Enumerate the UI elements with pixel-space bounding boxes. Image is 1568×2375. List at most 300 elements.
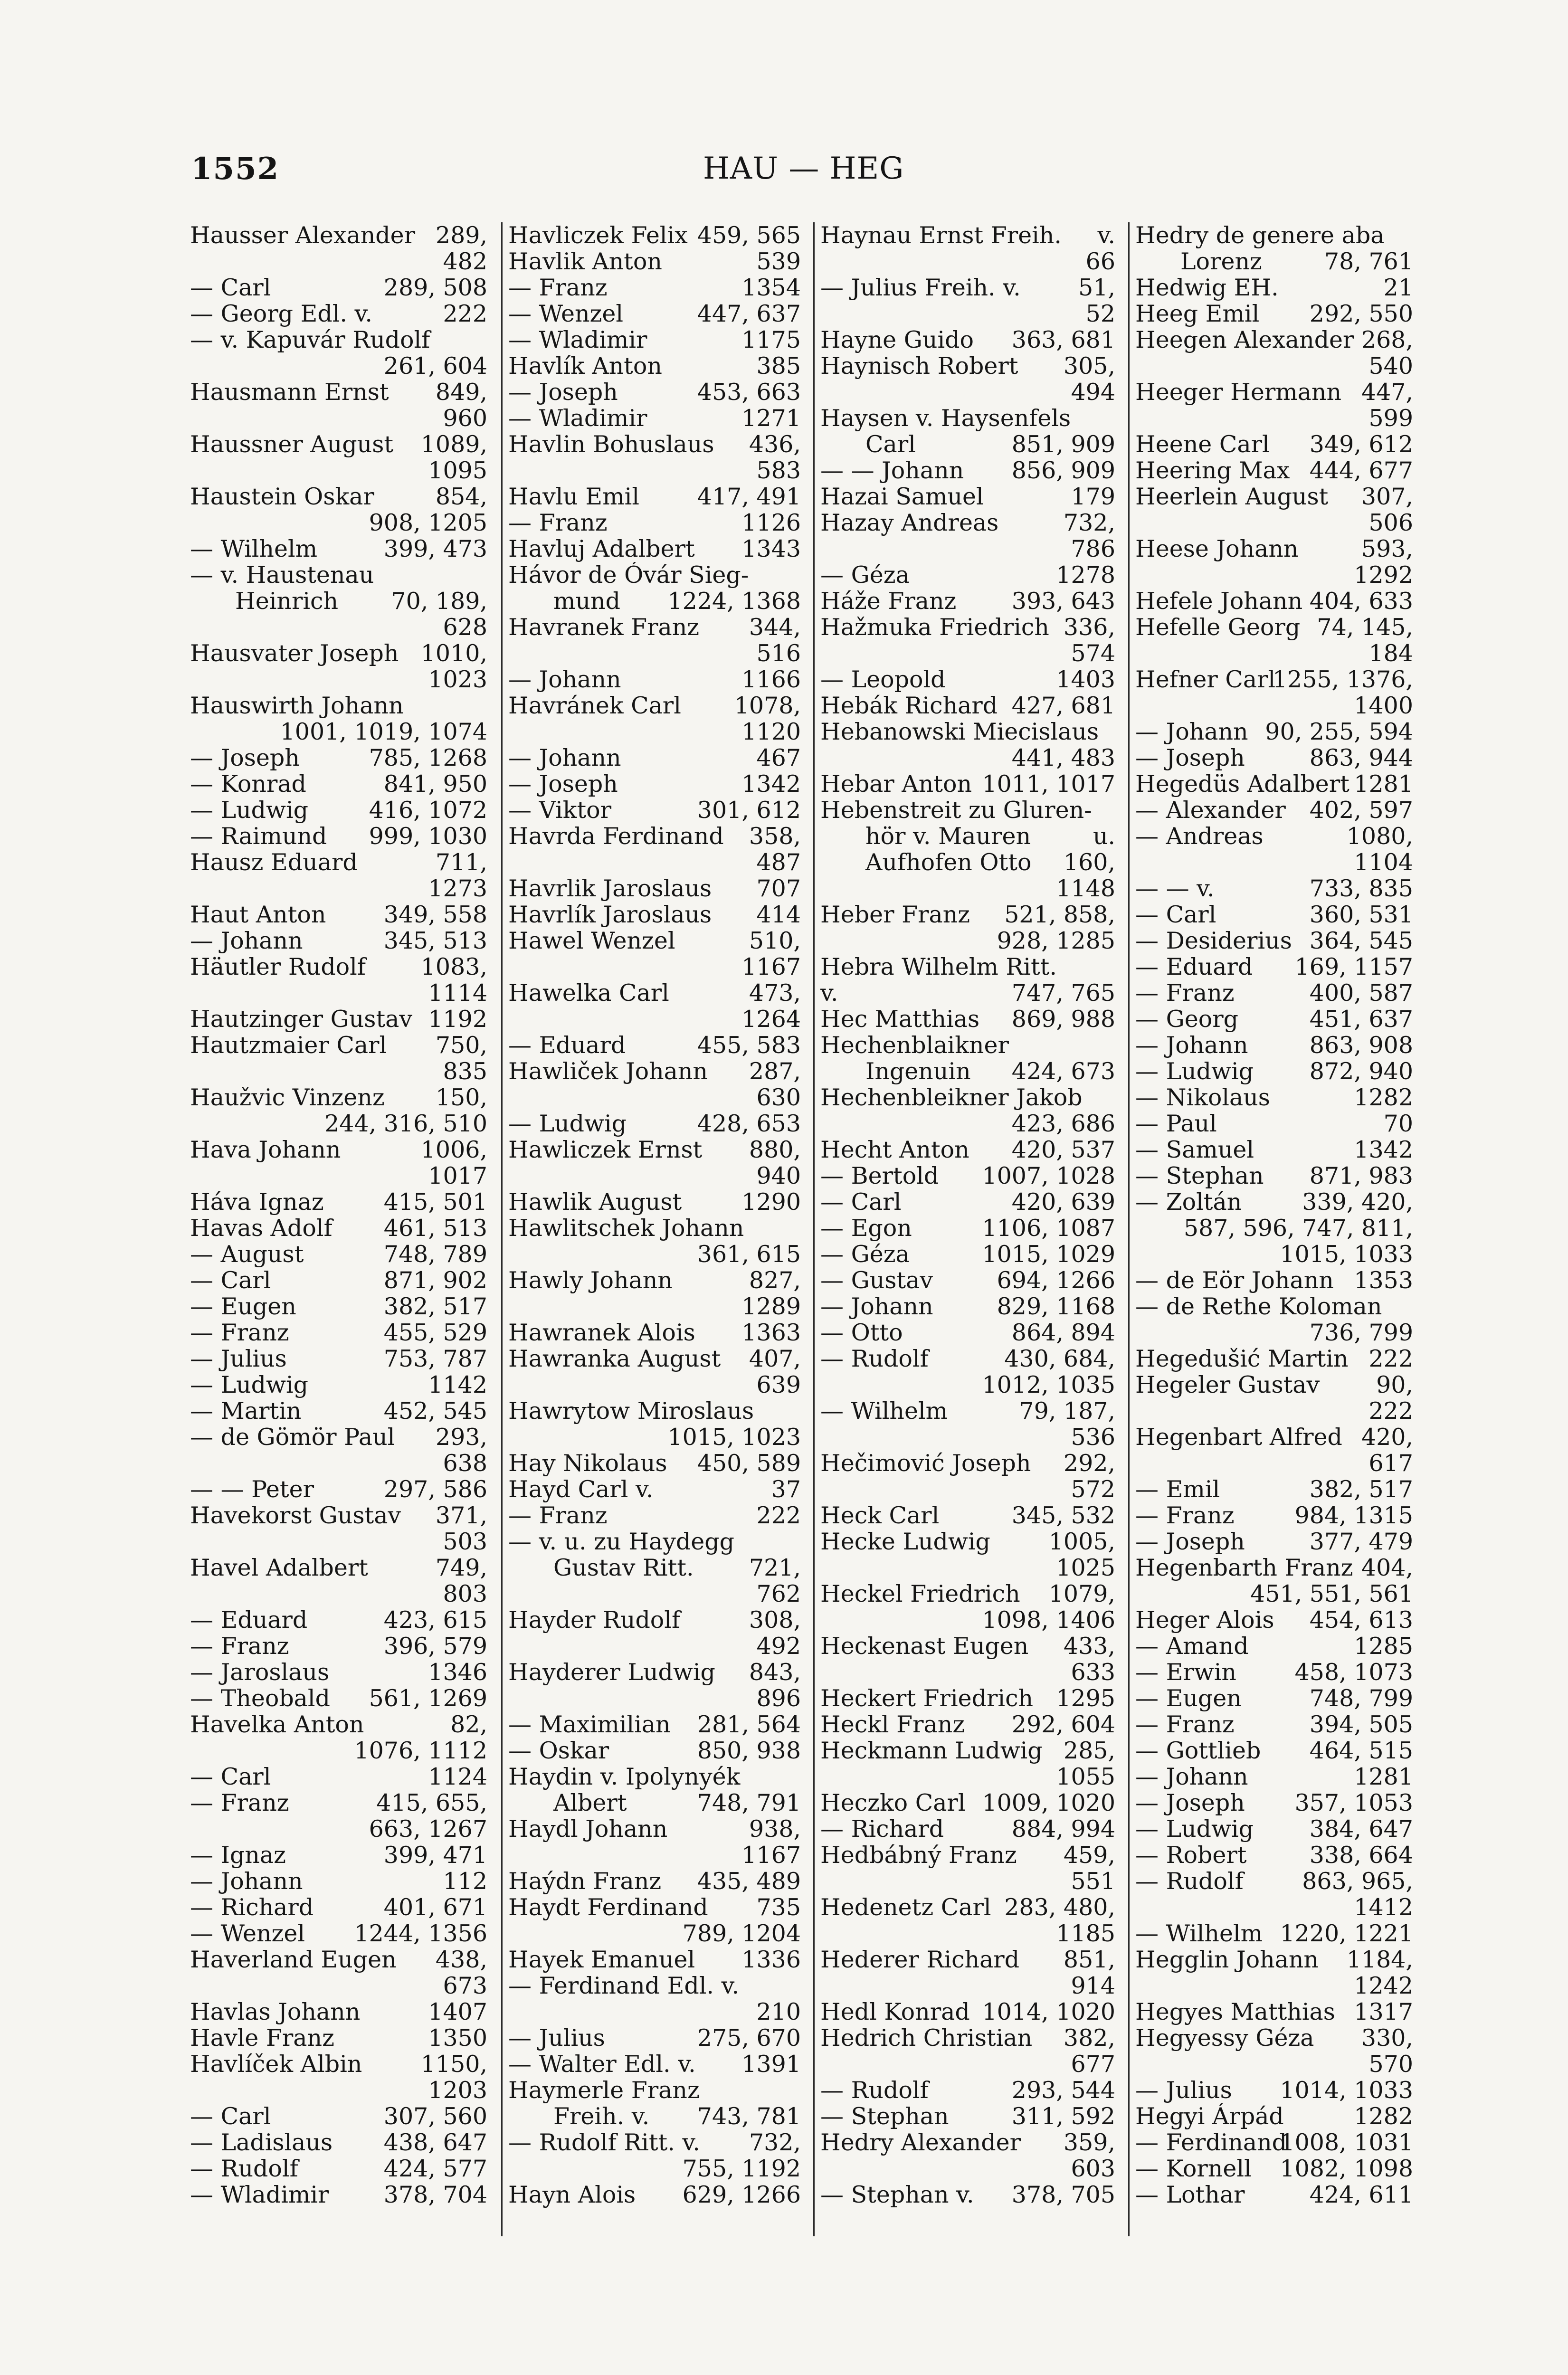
entry-name: — de Rethe Koloman <box>1135 1293 1382 1320</box>
entry-page-refs: 349, 612 <box>1309 431 1413 457</box>
entry-name: Heeg Emil <box>1135 301 1260 327</box>
entry-page-refs: 851, <box>1063 1947 1115 1973</box>
entry-name: Hedry Alexander <box>820 2129 1021 2156</box>
entry-page-refs: 1015, 1033 <box>1280 1241 1413 1267</box>
entry-page-refs: 762 <box>756 1581 801 1607</box>
index-entry-line <box>820 1006 1115 1032</box>
index-entry-line <box>508 248 801 275</box>
entry-name: — Joseph <box>1135 745 1245 771</box>
index-entry-line <box>508 745 801 771</box>
entry-name: — Wenzel <box>190 1920 305 1947</box>
entry-page-refs: 1354 <box>741 275 801 301</box>
index-entry-line <box>820 248 1115 275</box>
entry-page-refs: 747, 765 <box>1011 980 1115 1006</box>
index-entry-line <box>508 1372 801 1398</box>
entry-page-refs: 160, <box>1063 849 1115 875</box>
entry-name: Hawranek Alois <box>508 1320 695 1346</box>
entry-name: — v. u. zu Haydegg <box>508 1529 734 1555</box>
entry-page-refs: 339, 420, <box>1302 1189 1413 1215</box>
entry-name: Heber Franz <box>820 902 970 928</box>
index-entry-line <box>508 1189 801 1215</box>
entry-page-refs: 1167 <box>741 1842 801 1868</box>
entry-name: Hauswirth Johann <box>190 693 404 719</box>
entry-name: Hedl Konrad <box>820 1999 970 2025</box>
index-entry-line <box>508 1006 801 1032</box>
entry-page-refs: 222 <box>756 1502 801 1529</box>
entry-name: — Carl <box>190 275 271 301</box>
index-entry-line <box>1135 1973 1413 1999</box>
entry-page-refs: 872, 940 <box>1309 1058 1413 1084</box>
entry-name: Haut Anton <box>190 902 326 928</box>
entry-page-refs: 438, 647 <box>383 2129 487 2156</box>
index-entry-line <box>508 1999 801 2025</box>
index-entry-line <box>820 1346 1115 1372</box>
entry-name: Hausvater Joseph <box>190 640 399 666</box>
entry-page-refs: 1089, <box>420 431 487 457</box>
index-entry-line <box>1135 745 1413 771</box>
entry-page-refs: 37 <box>771 1476 801 1502</box>
entry-name: — Ferdinand <box>1135 2129 1287 2156</box>
index-entry-line <box>190 1058 487 1084</box>
entry-page-refs: 721, <box>749 1555 801 1581</box>
index-entry-line <box>508 1842 801 1868</box>
entry-name: — Franz <box>1135 980 1235 1006</box>
index-column-2 <box>501 222 808 2236</box>
entry-page-refs: 396, 579 <box>383 1633 487 1659</box>
entry-name: — Rudolf Ritt. v. <box>508 2129 700 2156</box>
entry-page-refs: 1224, 1368 <box>667 588 801 614</box>
index-entry-line <box>508 2129 801 2156</box>
entry-name: — Rudolf <box>820 1346 929 1372</box>
entry-page-refs: 222 <box>1368 1398 1413 1424</box>
index-entry-line <box>820 484 1115 510</box>
index-entry-line <box>190 1006 487 1032</box>
index-entry-line <box>1135 1764 1413 1790</box>
entry-name: Hecke Ludwig <box>820 1529 990 1555</box>
entry-page-refs: 711, <box>435 849 487 875</box>
index-entry-line <box>190 693 487 719</box>
index-entry-line <box>190 902 487 928</box>
entry-page-refs: 1175 <box>741 327 801 353</box>
index-entry-line <box>820 1502 1115 1529</box>
index-entry-line <box>1135 2103 1413 2129</box>
index-entry-line <box>190 536 487 562</box>
index-entry-line <box>820 1137 1115 1163</box>
index-entry-line <box>190 1816 487 1842</box>
entry-page-refs: 1295 <box>1056 1685 1115 1711</box>
index-entry-line <box>190 771 487 797</box>
index-entry-line <box>190 1764 487 1790</box>
entry-page-refs: v. <box>1097 222 1115 248</box>
entry-page-refs: 438, <box>435 1947 487 1973</box>
entry-name: — Johann <box>508 745 621 771</box>
entry-name: Hay Nikolaus <box>508 1450 667 1476</box>
entry-name: — Theobald <box>190 1685 330 1711</box>
index-entry-line <box>1135 1894 1413 1920</box>
entry-name: — Joseph <box>1135 1790 1245 1816</box>
entry-page-refs: 420, 639 <box>1011 1189 1115 1215</box>
entry-name: Heckert Friedrich <box>820 1685 1034 1711</box>
entry-name: Havranek Franz <box>508 614 700 640</box>
index-entry-line <box>1135 823 1413 849</box>
entry-name: Heger Alois <box>1135 1607 1274 1633</box>
entry-name: — Johann <box>190 928 303 954</box>
index-entry-line <box>190 1633 487 1659</box>
entry-name: — Carl <box>820 1189 902 1215</box>
index-entry-line <box>190 1685 487 1711</box>
entry-page-refs: 1015, 1023 <box>667 1424 801 1450</box>
entry-page-refs: 292, 550 <box>1309 301 1413 327</box>
index-entry-line <box>1135 248 1413 275</box>
index-entry-line <box>820 1215 1115 1241</box>
index-entry-line <box>190 1450 487 1476</box>
index-entry-line <box>1135 1947 1413 1973</box>
entry-page-refs: 1080, <box>1346 823 1413 849</box>
entry-name: — — Peter <box>190 1476 314 1502</box>
index-entry-line <box>1135 1711 1413 1738</box>
entry-page-refs: 1342 <box>741 771 801 797</box>
index-entry-line <box>1135 353 1413 379</box>
entry-name: — Robert <box>1135 1842 1247 1868</box>
index-entry-line <box>1135 2129 1413 2156</box>
entry-name: — Desiderius <box>1135 928 1292 954</box>
entry-name: Heckl Franz <box>820 1711 965 1738</box>
entry-name: Haynisch Robert <box>820 353 1018 379</box>
entry-page-refs: 451, 551, 561 <box>1250 1581 1413 1607</box>
entry-page-refs: 74, 145, <box>1317 614 1413 640</box>
index-entry-line <box>1135 1816 1413 1842</box>
index-entry-line <box>820 875 1115 902</box>
index-entry-line <box>190 849 487 875</box>
entry-name: — Ferdinand Edl. v. <box>508 1973 740 1999</box>
entry-name: — Ladislaus <box>190 2129 333 2156</box>
entry-page-refs: 90, 255, 594 <box>1265 719 1413 745</box>
entry-name: Freih. v. <box>553 2103 650 2129</box>
index-entry-line <box>508 849 801 875</box>
index-entry-line <box>1135 510 1413 536</box>
entry-page-refs: 1289 <box>741 1293 801 1320</box>
entry-name: — Alexander <box>1135 797 1286 823</box>
entry-name: Heese Johann <box>1135 536 1299 562</box>
index-entry-line <box>190 2077 487 2103</box>
entry-page-refs: 1282 <box>1354 2103 1413 2129</box>
entry-page-refs: 453, 663 <box>697 379 801 405</box>
entry-page-refs: 487 <box>756 849 801 875</box>
entry-page-refs: 570 <box>1368 2051 1413 2077</box>
index-entry-line <box>190 1189 487 1215</box>
index-entry-line <box>820 1685 1115 1711</box>
entry-name: — Julius Freih. v. <box>820 275 1021 301</box>
index-entry-line <box>820 379 1115 405</box>
index-entry-line <box>508 1058 801 1084</box>
index-entry-line <box>508 1215 801 1241</box>
entry-name: Hefele Johann <box>1135 588 1303 614</box>
entry-name: Havrlik Jaroslaus <box>508 875 712 902</box>
index-entry-line <box>190 954 487 980</box>
index-entry-line <box>508 666 801 693</box>
entry-name: — Andreas <box>1135 823 1264 849</box>
index-entry-line <box>820 1894 1115 1920</box>
entry-page-refs: 66 <box>1085 248 1115 275</box>
entry-page-refs: 1271 <box>741 405 801 431</box>
entry-page-refs: 210 <box>756 1999 801 2025</box>
entry-name: Haužvic Vinzenz <box>190 1084 385 1111</box>
entry-page-refs: 293, <box>435 1424 487 1450</box>
entry-name: — Franz <box>508 275 608 301</box>
index-entry-line <box>190 1293 487 1320</box>
entry-name: Hawranka August <box>508 1346 721 1372</box>
entry-name: Haustein Oskar <box>190 484 374 510</box>
index-entry-line <box>820 1529 1115 1555</box>
entry-name: Hawel Wenzel <box>508 928 675 954</box>
entry-name: — Amand <box>1135 1633 1249 1659</box>
index-entry-line <box>820 1424 1115 1450</box>
entry-name: — Zoltán <box>1135 1189 1242 1215</box>
entry-page-refs: 1166 <box>741 666 801 693</box>
entry-name: Havlin Bohuslaus <box>508 431 714 457</box>
index-entry-line <box>508 1947 801 1973</box>
entry-name: — Stephan <box>820 2103 949 2129</box>
entry-name: — Kornell <box>1135 2156 1252 2182</box>
index-entry-line <box>820 1293 1115 1320</box>
index-entry-line <box>190 588 487 614</box>
entry-page-refs: 603 <box>1071 2156 1115 2182</box>
entry-page-refs: 447, 637 <box>697 301 801 327</box>
entry-page-refs: 382, 517 <box>383 1293 487 1320</box>
index-entry-line <box>508 1267 801 1293</box>
index-entry-line <box>190 1137 487 1163</box>
index-entry-line <box>190 823 487 849</box>
entry-page-refs: 880, <box>749 1137 801 1163</box>
entry-page-refs: 1010, <box>420 640 487 666</box>
index-entry-line <box>1135 1293 1413 1320</box>
index-entry-line <box>508 1241 801 1267</box>
entry-name: — Leopold <box>820 666 946 693</box>
index-entry-line <box>190 301 487 327</box>
entry-name: Hegedüs Adalbert <box>1135 771 1349 797</box>
entry-page-refs: 506 <box>1368 510 1413 536</box>
index-entry-line <box>190 1555 487 1581</box>
index-entry-line <box>508 1424 801 1450</box>
entry-name: — v. Haustenau <box>190 562 374 588</box>
entry-page-refs: 1011, 1017 <box>982 771 1115 797</box>
entry-name: Hava Johann <box>190 1137 341 1163</box>
entry-page-refs: 593, <box>1361 536 1413 562</box>
entry-name: Hedenetz Carl <box>820 1894 991 1920</box>
index-entry-line <box>508 1476 801 1502</box>
entry-name: Heering Max <box>1135 457 1290 484</box>
entry-name: Hedwig EH. <box>1135 275 1279 301</box>
entry-name: Hefner Carl <box>1135 666 1276 693</box>
entry-name: — Franz <box>508 1502 608 1529</box>
entry-name: Hedrich Christian <box>820 2025 1033 2051</box>
index-entry-line <box>1135 405 1413 431</box>
entry-page-refs: 150, <box>435 1084 487 1111</box>
entry-page-refs: 850, 938 <box>697 1738 801 1764</box>
entry-page-refs: 428, 653 <box>697 1111 801 1137</box>
entry-name: Hebar Anton <box>820 771 972 797</box>
entry-page-refs: 871, 902 <box>383 1267 487 1293</box>
entry-name: — Paul <box>1135 1111 1217 1137</box>
entry-name: Hegeler Gustav <box>1135 1372 1320 1398</box>
entry-page-refs: 289, <box>435 222 487 248</box>
index-entry-line <box>1135 640 1413 666</box>
index-entry-line <box>820 1058 1115 1084</box>
index-entry-line <box>190 1398 487 1424</box>
entry-name: — Wenzel <box>508 301 623 327</box>
index-entry-line <box>508 536 801 562</box>
index-entry-line <box>190 1868 487 1894</box>
index-entry-line <box>190 1999 487 2025</box>
entry-name: — Ludwig <box>1135 1058 1254 1084</box>
entry-name: Havlíček Albin <box>190 2051 362 2077</box>
entry-page-refs: 400, 587 <box>1309 980 1413 1006</box>
entry-page-refs: 292, <box>1063 1450 1115 1476</box>
index-entry-line <box>508 1502 801 1529</box>
entry-name: — — v. <box>1135 875 1215 902</box>
entry-page-refs: 261, 604 <box>383 353 487 379</box>
entry-name: — Joseph <box>190 745 300 771</box>
entry-page-refs: 384, 647 <box>1309 1816 1413 1842</box>
entry-page-refs: 960 <box>443 405 487 431</box>
entry-name: Havel Adalbert <box>190 1555 368 1581</box>
index-entry-line <box>508 640 801 666</box>
index-entry-line <box>1135 1607 1413 1633</box>
entry-name: — Gottlieb <box>1135 1738 1261 1764</box>
index-entry-line <box>508 902 801 928</box>
index-entry-line <box>508 1163 801 1189</box>
entry-page-refs: 1148 <box>1056 875 1115 902</box>
index-entry-line <box>820 1842 1115 1868</box>
entry-page-refs: 1150, <box>420 2051 487 2077</box>
entry-name: — Géza <box>820 1241 910 1267</box>
entry-name: Hebra Wilhelm Ritt. <box>820 954 1057 980</box>
entry-name: Heck Carl <box>820 1502 940 1529</box>
entry-page-refs: 1079, <box>1048 1581 1115 1607</box>
index-entry-line <box>190 1920 487 1947</box>
index-entry-line <box>1135 1502 1413 1529</box>
index-entry-line <box>190 1711 487 1738</box>
index-entry-line <box>1135 1633 1413 1659</box>
entry-name: Havlas Johann <box>190 1999 361 2025</box>
entry-page-refs: 1346 <box>428 1659 487 1685</box>
index-entry-line <box>1135 431 1413 457</box>
index-entry-line <box>1135 1476 1413 1502</box>
entry-name: Heckenast Eugen <box>820 1633 1029 1659</box>
index-entry-line <box>508 1320 801 1346</box>
index-entry-line <box>190 1581 487 1607</box>
entry-name: — de Gömör Paul <box>190 1424 395 1450</box>
index-entry-line <box>508 1764 801 1790</box>
entry-name: — Konrad <box>190 771 306 797</box>
index-entry-line <box>1135 1842 1413 1868</box>
index-entry-line <box>508 771 801 797</box>
index-entry-line <box>190 1215 487 1241</box>
entry-page-refs: 450, 589 <box>697 1450 801 1476</box>
entry-name: Häutler Rudolf <box>190 954 366 980</box>
index-entry-line <box>190 1502 487 1529</box>
entry-page-refs: 864, 894 <box>1011 1320 1115 1346</box>
entry-page-refs: 871, 983 <box>1309 1163 1413 1189</box>
entry-page-refs: 628 <box>443 614 487 640</box>
entry-name: Hebák Richard <box>820 693 998 719</box>
index-entry-line <box>508 1659 801 1685</box>
entry-page-refs: 416, 1072 <box>369 797 487 823</box>
index-entry-line <box>190 666 487 693</box>
entry-name: Hawrytow Miroslaus <box>508 1398 754 1424</box>
entry-name: Heerlein August <box>1135 484 1329 510</box>
index-entry-line <box>508 484 801 510</box>
entry-page-refs: 638 <box>443 1450 487 1476</box>
entry-page-refs: 785, 1268 <box>369 745 487 771</box>
index-entry-line <box>190 640 487 666</box>
entry-name: — August <box>190 1241 304 1267</box>
entry-name: Hávor de Óvár Sieg- <box>508 562 749 588</box>
index-entry-line <box>820 1320 1115 1346</box>
index-entry-line <box>508 275 801 301</box>
index-entry-line <box>508 2182 801 2208</box>
entry-page-refs: 1403 <box>1056 666 1115 693</box>
index-entry-line <box>1135 457 1413 484</box>
index-entry-line <box>820 1764 1115 1790</box>
index-entry-line <box>508 1894 801 1920</box>
entry-page-refs: 1192 <box>428 1006 487 1032</box>
entry-page-refs: 363, 681 <box>1011 327 1115 353</box>
entry-page-refs: 984, 1315 <box>1294 1502 1413 1529</box>
index-entry-line <box>1135 1137 1413 1163</box>
entry-page-refs: 1025 <box>1056 1555 1115 1581</box>
entry-page-refs: 447, <box>1361 379 1413 405</box>
entry-name: Heinrich <box>235 588 339 614</box>
entry-page-refs: 736, 799 <box>1309 1320 1413 1346</box>
entry-page-refs: 1350 <box>428 2025 487 2051</box>
entry-name: Hechenbleikner Jakob <box>820 1084 1083 1111</box>
entry-page-refs: 863, 944 <box>1309 745 1413 771</box>
entry-page-refs: 503 <box>443 1529 487 1555</box>
index-entry-line <box>820 2103 1115 2129</box>
entry-page-refs: 275, 670 <box>697 2025 801 2051</box>
index-entry-line <box>508 457 801 484</box>
entry-page-refs: 78, 761 <box>1324 248 1413 275</box>
entry-name: — — Johann <box>820 457 964 484</box>
index-entry-line <box>820 1790 1115 1816</box>
index-entry-line <box>1135 1372 1413 1398</box>
entry-page-refs: 1082, 1098 <box>1280 2156 1413 2182</box>
entry-page-refs: 1078, <box>734 693 801 719</box>
index-entry-line <box>190 1476 487 1502</box>
index-entry-line <box>820 1267 1115 1293</box>
index-entry-line <box>1135 1111 1413 1137</box>
entry-name: — Johann <box>190 1868 303 1894</box>
index-entry-line <box>1135 1189 1413 1215</box>
entry-page-refs: 735 <box>756 1894 801 1920</box>
entry-page-refs: 283, 480, <box>1004 1894 1115 1920</box>
index-entry-line <box>190 1084 487 1111</box>
entry-name: — Johann <box>1135 1764 1248 1790</box>
entry-page-refs: 1001, 1019, 1074 <box>280 719 487 745</box>
index-entry-line <box>190 2156 487 2182</box>
entry-page-refs: 459, 565 <box>697 222 801 248</box>
entry-page-refs: 1400 <box>1354 693 1413 719</box>
index-entry-line <box>820 588 1115 614</box>
index-entry-line <box>1135 484 1413 510</box>
index-column-1 <box>190 222 494 2236</box>
entry-page-refs: 364, 545 <box>1309 928 1413 954</box>
entry-name: Háže Franz <box>820 588 957 614</box>
index-column-3 <box>813 222 1122 2236</box>
entry-page-refs: 786 <box>1071 536 1115 562</box>
entry-page-refs: 748, 791 <box>697 1790 801 1816</box>
